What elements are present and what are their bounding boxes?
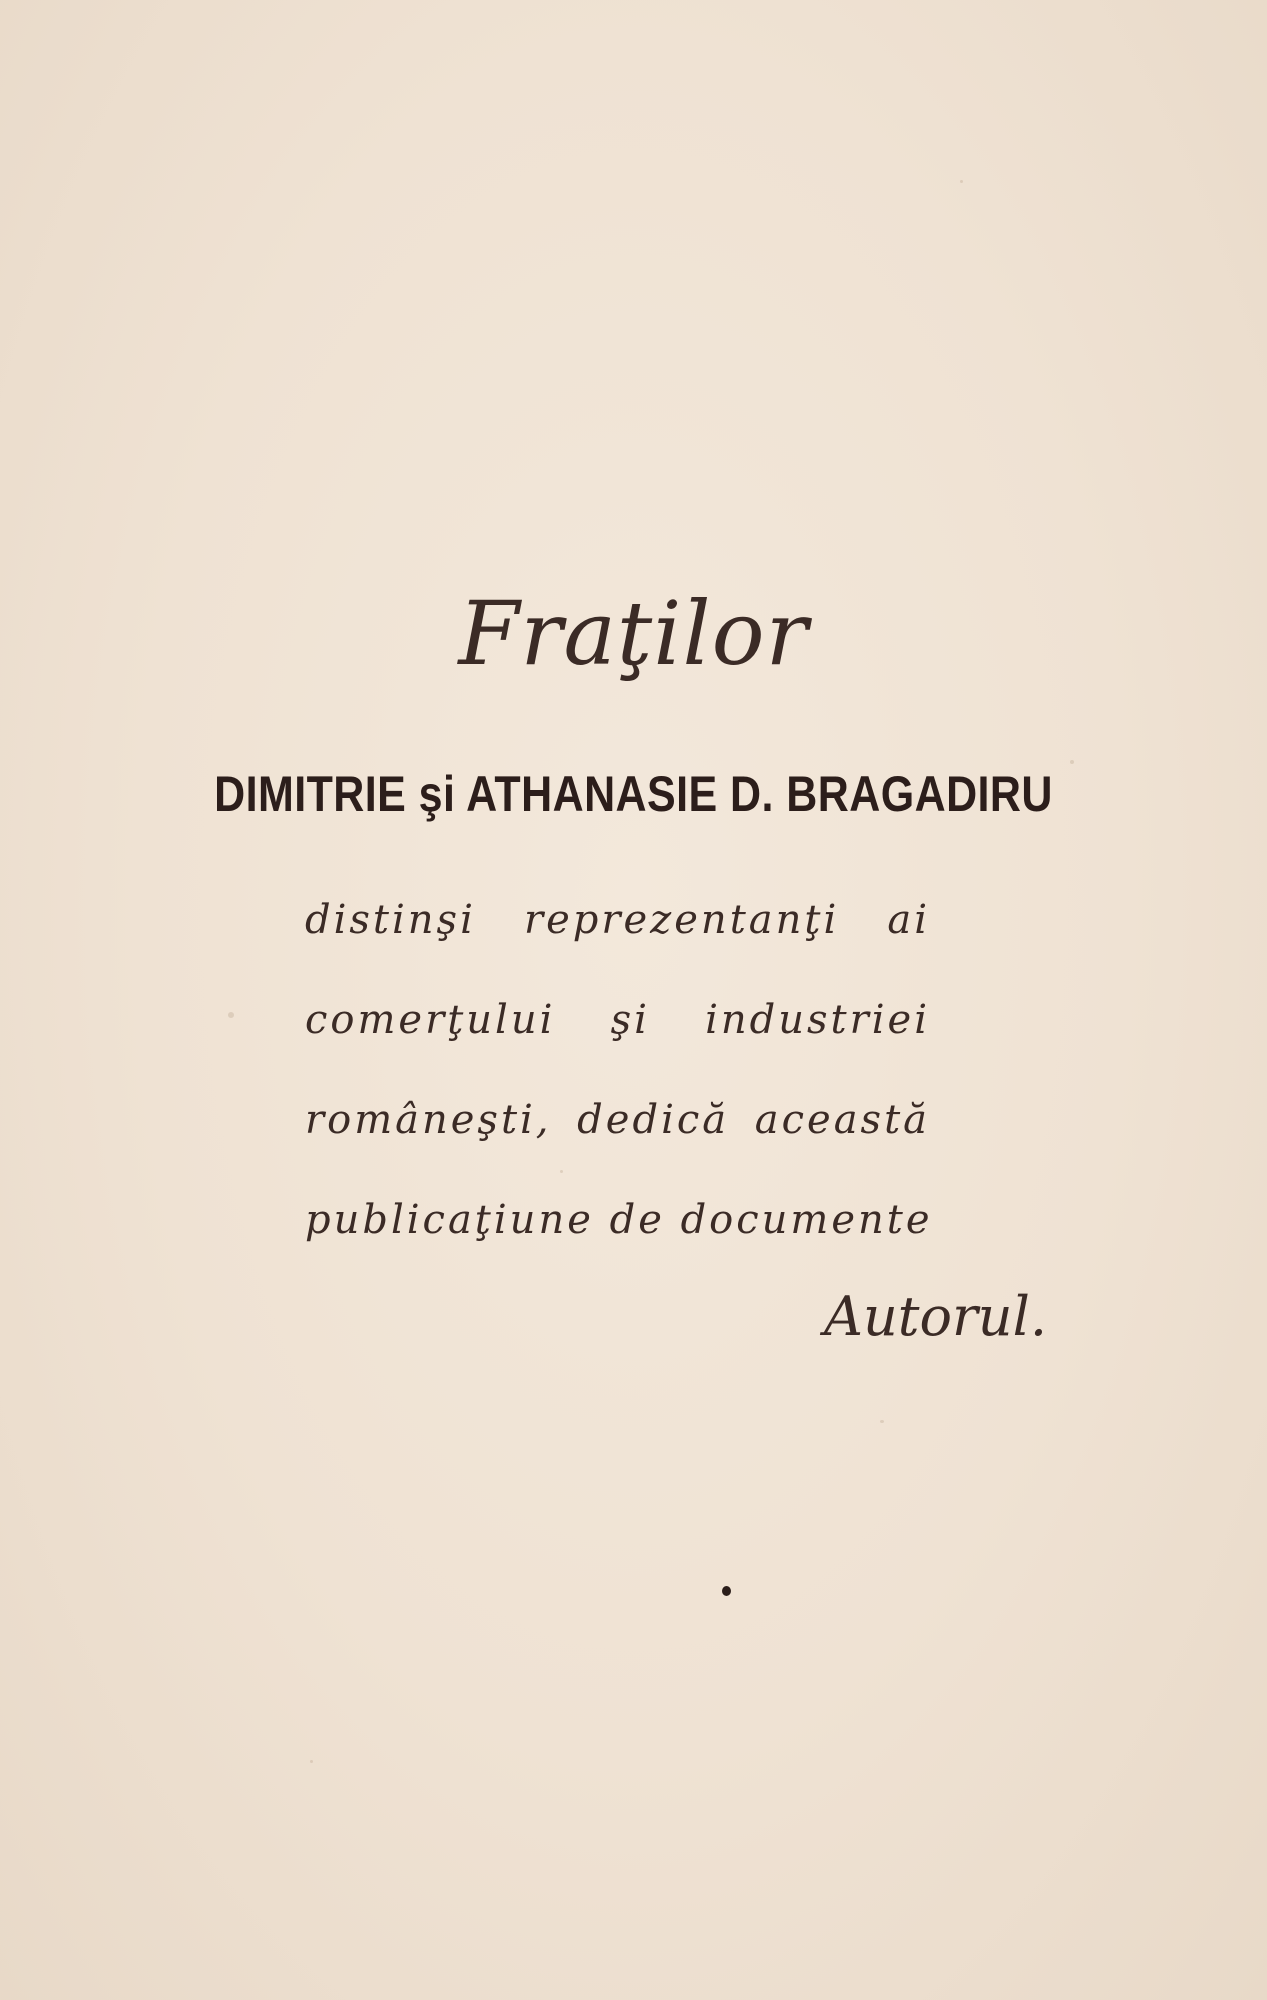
- dedication-heading: Fraţilor: [458, 582, 809, 685]
- dedication-line: publicaţiune de documente: [305, 1197, 933, 1243]
- dedication-line: distinşi reprezentanţi ai: [305, 897, 930, 943]
- paper-speck: [228, 1012, 234, 1018]
- dedication-line: comerţului şi industriei: [305, 997, 930, 1043]
- paper-speck: [1070, 760, 1074, 764]
- author-signature: Autorul.: [823, 1285, 1047, 1348]
- dedication-line: româneşti, dedică această: [305, 1097, 930, 1143]
- paper-speck: [310, 1760, 313, 1763]
- paper-speck: [960, 180, 963, 183]
- ink-dot: [722, 1586, 731, 1596]
- dedicatee-names: DIMITRIE şi ATHANASIE D. BRAGADIRU: [214, 766, 1053, 822]
- paper-speck: [880, 1420, 884, 1423]
- dedication-text: [305, 890, 933, 1290]
